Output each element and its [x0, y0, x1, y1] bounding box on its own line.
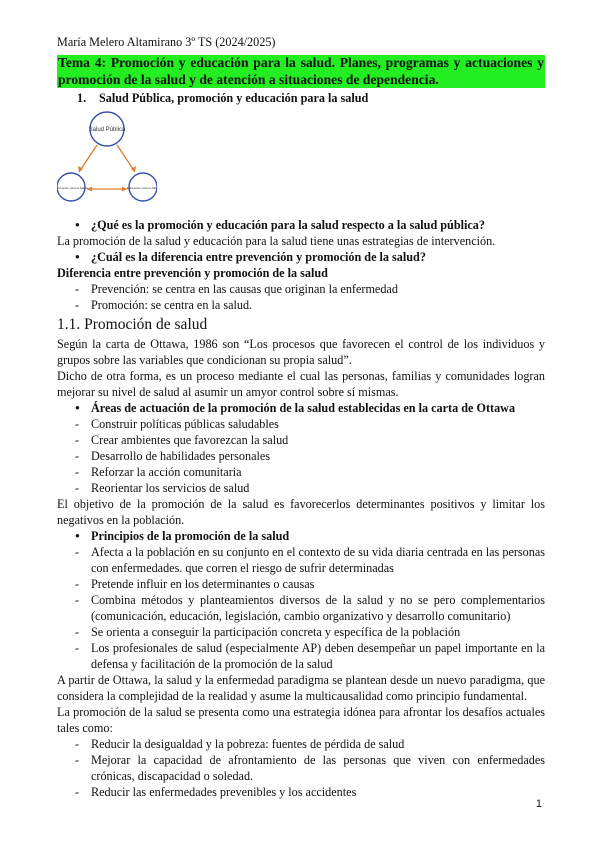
- list-item: - Pretende influir en los determinantes o causas: [57, 576, 545, 592]
- list-item: - Combina métodos y planteamientos diversos de la salud y no se pero complementarios (comunicación, educación, legislación, cambio organizativo y desarrollo comunitario): [57, 592, 545, 624]
- list-item: - Reducir las enfermedades prevenibles y los accidentes: [57, 784, 545, 800]
- list-item: - Los profesionales de salud (especialmente AP) deben desempeñar un papel importante en la defensa y facilitación de la promoción de la salud: [57, 640, 545, 672]
- list-item: - Se orienta a conseguir la participación concreta y específica de la población: [57, 624, 545, 640]
- answer-1: La promoción de la salud y educación para la salud tiene unas estrategias de intervención.: [57, 234, 496, 248]
- difference-list: [57, 281, 545, 313]
- paragraph: El objetivo de la promoción de la salud es favorecerlos determinantes positivos y limitar los negativos en la población.: [57, 497, 545, 527]
- paragraph: La promoción de la salud se presenta como una estrategia idónea para afrontar los desafíos actuales tales como:: [57, 705, 545, 735]
- list-item: - Reforzar la acción comunitaria: [57, 464, 545, 480]
- document-page: [57, 34, 545, 800]
- difference-subheading: Diferencia entre prevención y promoción de la salud: [57, 266, 328, 280]
- list-item: - Promoción: se centra en la salud.: [57, 297, 545, 313]
- list-item: - Construir políticas públicas saludables: [57, 416, 545, 432]
- diagram-right-label: Educación para la Salud: [126, 186, 157, 190]
- author-header: María Melero Altamirano 3º TS (2024/2025): [57, 35, 276, 49]
- list-item: - Crear ambientes que favorezcan la salud: [57, 432, 545, 448]
- section-1-1-heading: 1.1. Promoción de salud: [57, 316, 208, 333]
- section-1-heading: [77, 90, 545, 106]
- principles-heading: ● Principios de la promoción de la salud: [57, 528, 545, 544]
- document-title: Tema 4: Promoción y educación para la salud. Planes, programas y actuaciones y promoción de la salud y de atención a situaciones de dependencia.: [58, 55, 544, 87]
- challenges-list: [57, 736, 545, 800]
- areas-list: [57, 416, 545, 496]
- question-1: ● ¿Qué es la promoción y educación para la salud respecto a la salud pública?: [57, 217, 545, 233]
- list-item: - Mejorar la capacidad de afrontamiento de las personas que viven con enfermedades crónicas, discapacidad o soledad.: [57, 752, 545, 784]
- list-item: - Afecta a la población en su conjunto en el contexto de su vida diaria centrada en las personas con enfermedades. que corren el riesgo de sufrir determinadas: [57, 544, 545, 576]
- list-item: - Prevención: se centra en las causas que originan la enfermedad: [57, 281, 545, 297]
- salud-publica-diagram: [57, 109, 157, 207]
- arrow-left: [79, 145, 97, 172]
- question-2: ● ¿Cuál es la diferencia entre prevención y promoción de la salud?: [57, 249, 545, 265]
- list-item: - Reorientar los servicios de salud: [57, 480, 545, 496]
- paragraph: Según la carta de Ottawa, 1986 son “Los procesos que favorecen el control de los individuos y grupos sobre las variables que condicionan su propia salud”.: [57, 337, 545, 367]
- diagram-center-label: Salud Pública: [88, 127, 126, 133]
- areas-heading: ● Áreas de actuación de la promoción de la salud establecidas en la carta de Ottawa: [57, 400, 545, 416]
- paragraph: Dicho de otra forma, es un proceso mediante el cual las personas, familias y comunidades logran mejorar su nivel de salud al asumir un amyor control sobre sí mismas.: [57, 369, 545, 399]
- paragraph: A partir de Ottawa, la salud y la enfermedad paradigma se plantean desde un nuevo paradigma, que considera la complejidad de la realidad y asume la multicausalidad como principio fundamental.: [57, 673, 545, 703]
- diagram-left-label: Promoción para la Salud: [57, 186, 88, 190]
- page-number: 1: [535, 798, 542, 810]
- arrow-right: [117, 145, 135, 172]
- list-item: - Reducir la desigualdad y la pobreza: fuentes de pérdida de salud: [57, 736, 545, 752]
- section-1-title: Salud Pública, promoción y educación para la salud: [99, 91, 369, 105]
- principles-list: [57, 544, 545, 672]
- section-1-number: 1.: [77, 91, 87, 105]
- list-item: - Desarrollo de habilidades personales: [57, 448, 545, 464]
